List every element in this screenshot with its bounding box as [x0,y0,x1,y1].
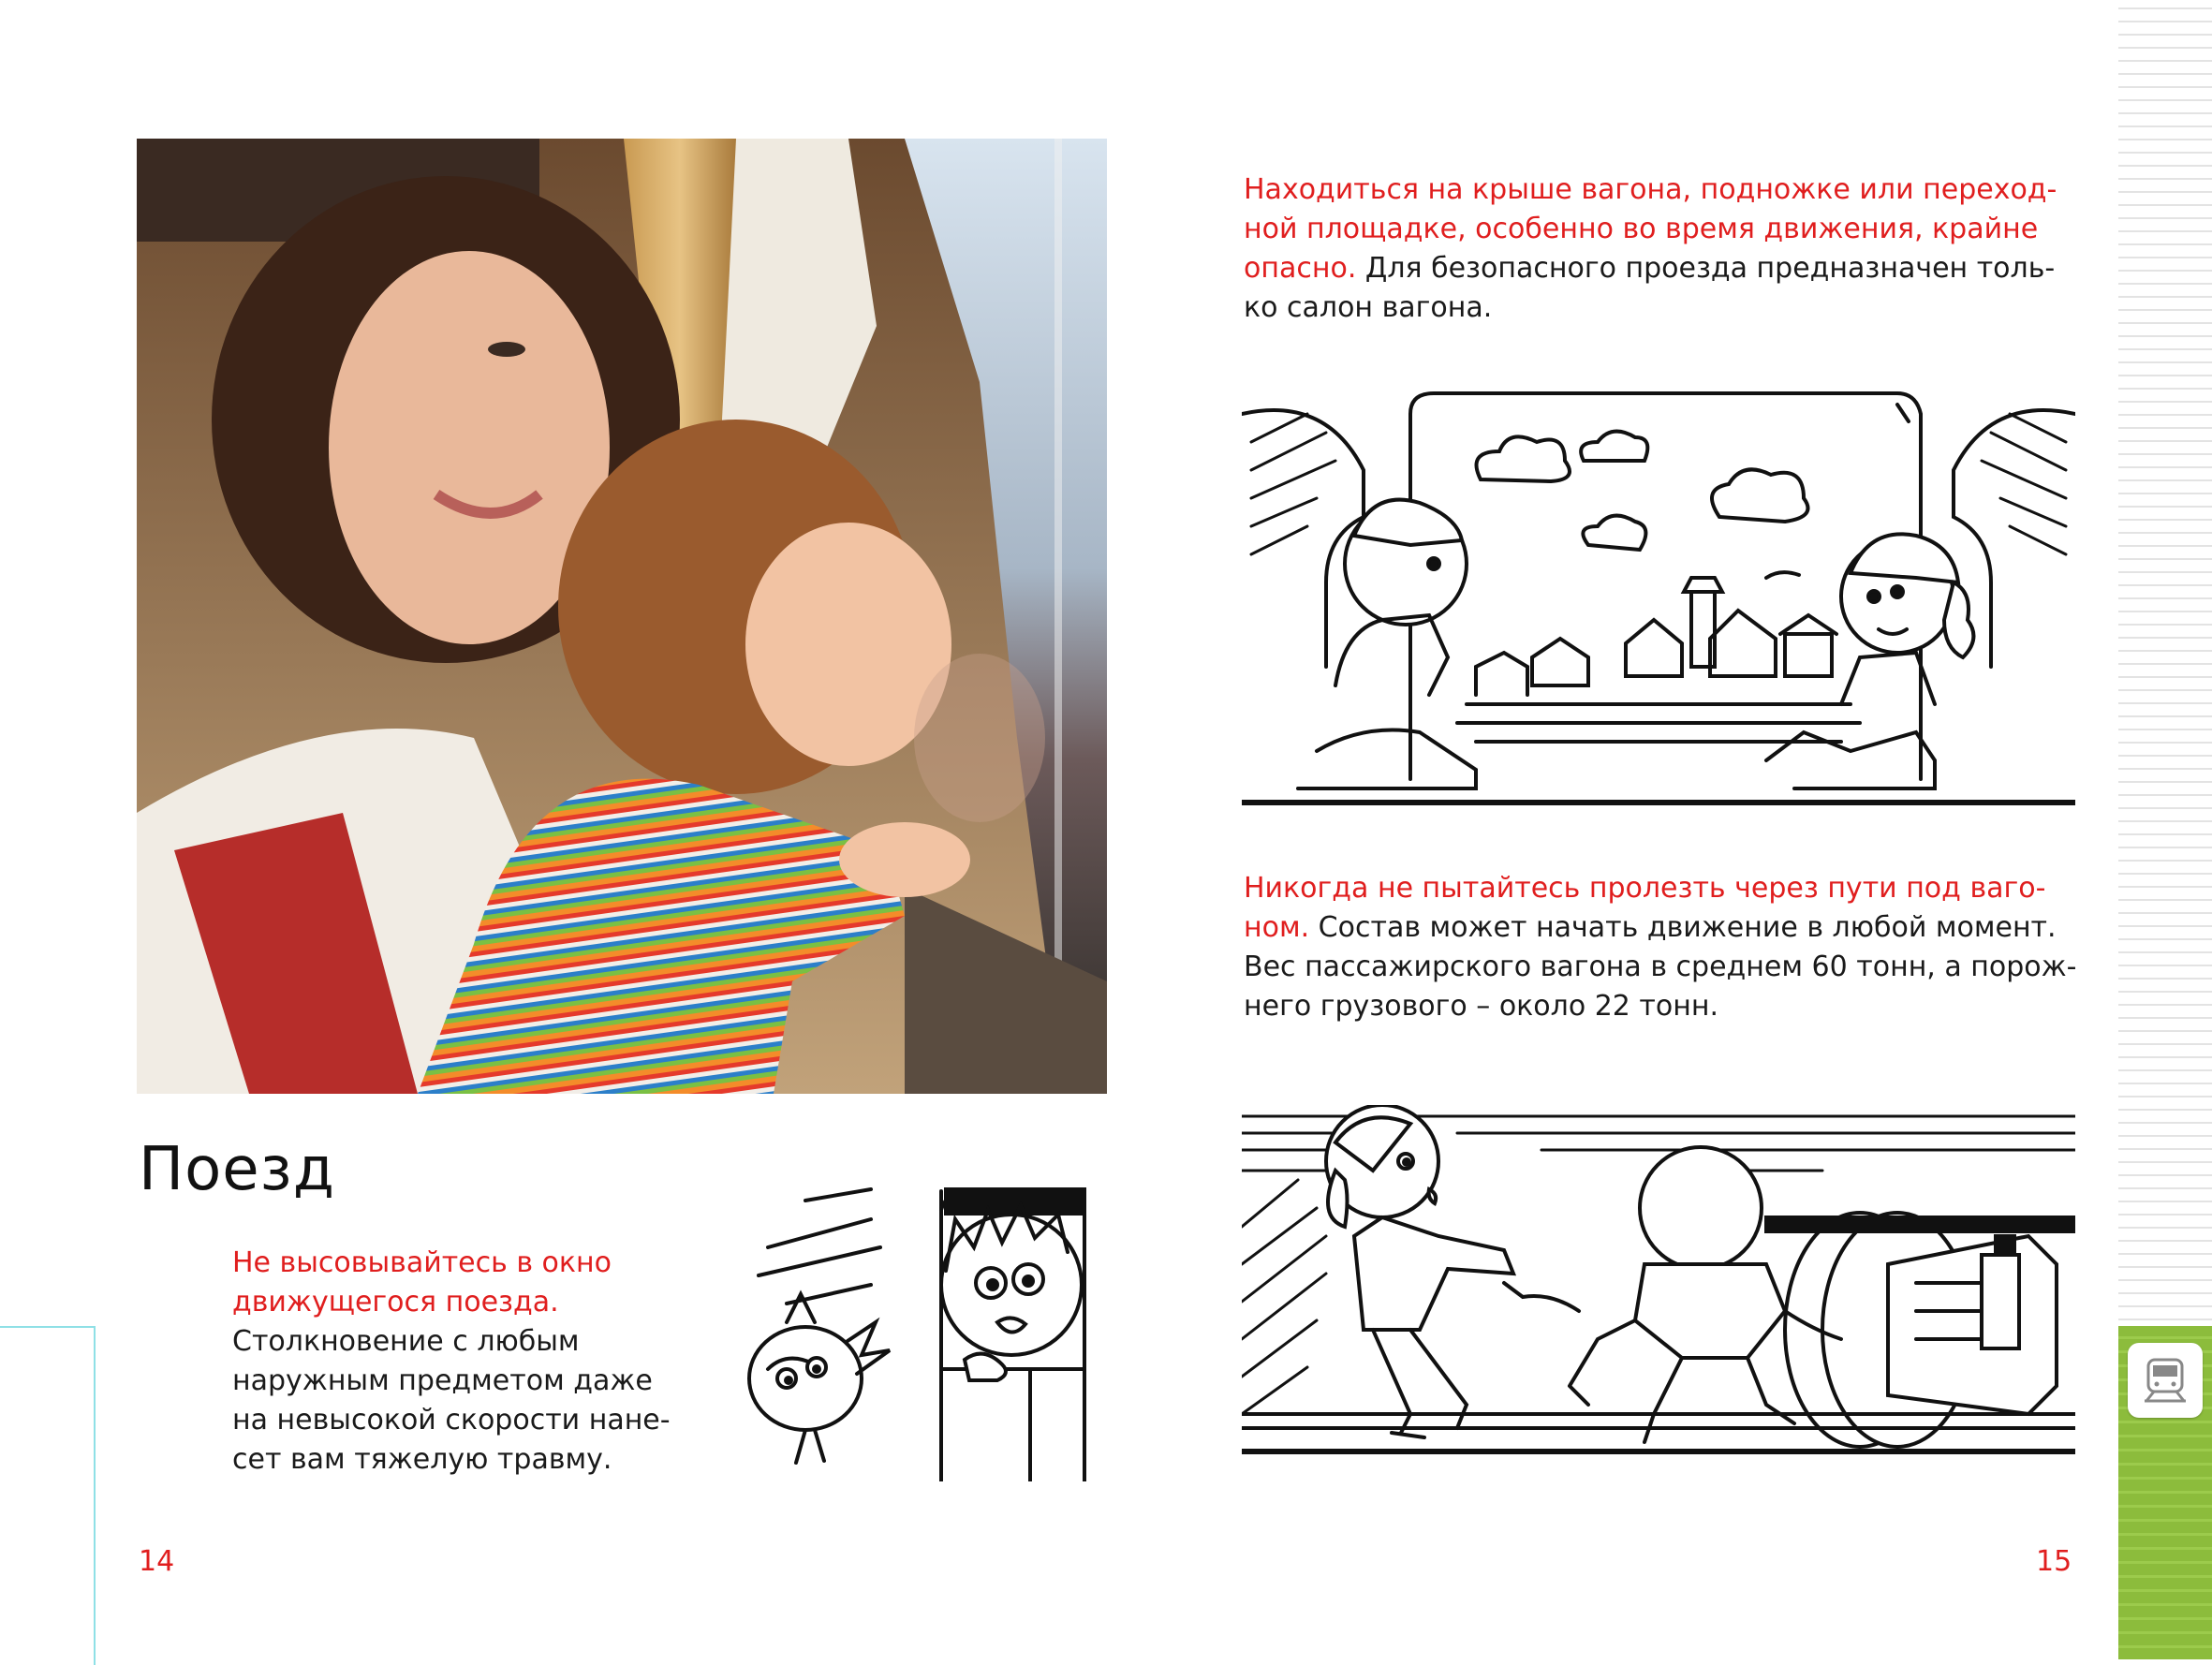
page-number-left: 14 [139,1545,175,1578]
train-icon[interactable] [2128,1343,2203,1418]
text-line: Находиться на крыше вагона, подножке или переход- [1244,173,2057,206]
text-line: него грузового – около 22 тонн. [1244,990,1719,1023]
window-warning-paragraph [232,1244,719,1480]
text-line: ном. Состав может начать движение в любой момент. [1244,911,2057,944]
corner-frame [0,1326,96,1665]
text-line: ко салон вагона. [1244,291,1493,324]
warning-line: Не высовывайтесь в окно [232,1246,612,1279]
mother-child-photo [137,139,1107,1094]
roof-warning-paragraph [1244,170,2087,328]
text-line: Вес пассажирского вагона в среднем 60 тонн, а порож- [1244,950,2077,983]
page-title: Поезд [139,1135,335,1204]
children-near-train-wheels-illustration [1242,1105,2075,1480]
boy-window-bird-illustration [730,1182,1086,1481]
page-number-right: 15 [2036,1545,2072,1578]
body-line: наружным предметом даже [232,1364,653,1397]
body-line: сет вам тяжелую травму. [232,1443,612,1476]
body-line: на невысокой скорости нане- [232,1404,671,1437]
text-line: ной площадке, особенно во время движения, крайне [1244,213,2039,245]
body-line: Столкновение с любым [232,1325,580,1358]
children-at-train-window-illustration [1242,376,2075,817]
text-line: Никогда не пытайтесь пролезть через пути под ваго- [1244,872,2046,905]
under-car-warning-paragraph [1244,869,2087,1026]
text-line: опасно. Для безопасного проезда предназначен толь- [1244,252,2056,285]
warning-line: движущегося поезда. [232,1286,559,1319]
